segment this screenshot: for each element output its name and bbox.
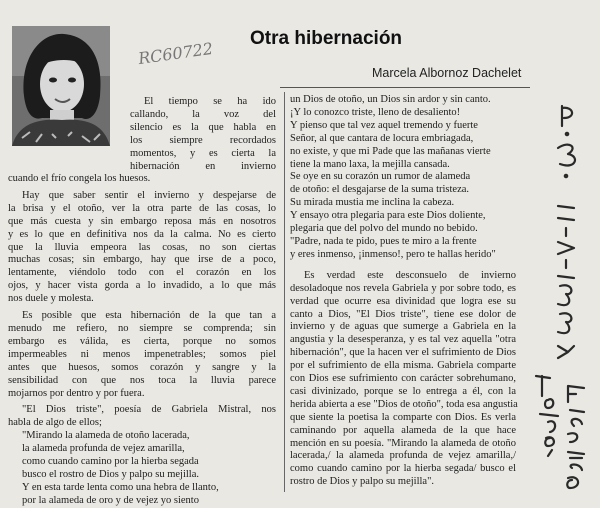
text-line: y es lo que en definitiva nos da la calma. No es cierto	[8, 228, 276, 240]
byline-rule	[280, 87, 530, 88]
poem-line: "Padre, nada te pido, pues te miro a la frente	[290, 235, 477, 247]
poem-line: "Mirando la alameda de otoño lacerada,	[22, 430, 190, 442]
handwritten-citation	[522, 96, 592, 496]
column-divider	[284, 92, 285, 492]
text-line: lacerada,/ la alameda profunda de vejez amarilla,/	[290, 450, 516, 462]
poem-line: Y ensayo otra plegaria para este Dios doliente,	[290, 210, 486, 222]
text-line: hibernación en invierno	[130, 160, 276, 172]
text-line: Es posible que esta hibernación de la que tan a	[22, 310, 276, 322]
intro-text	[130, 96, 276, 173]
text-line: verdad que ocurre esa divinidad que logra ese su	[290, 295, 516, 307]
author-photo	[12, 26, 110, 146]
text-line: con Dios ese sufrimiento con carácter sobrehumano,	[290, 373, 516, 385]
text-line: lentamente, viéndolo todo con el corazón en los	[8, 267, 276, 279]
text-line: angustia y la desesperanza, y es tal vez aquella "otra	[290, 334, 516, 346]
poem-line: como cuando camino por la hierba segada	[22, 456, 199, 468]
text-line: silencio es la que habla en	[130, 121, 276, 133]
poem-line: Se oye en su corazón un rumor de alameda	[290, 171, 471, 183]
text-line: que siente la poetisa la comparte con Dios. Es verla	[290, 411, 516, 423]
text-line: embargo es válida, es cierta, porque no somos	[8, 335, 276, 347]
text-line: nos duele y molesta.	[8, 293, 94, 305]
text-line: El tiempo se ha ido	[144, 96, 276, 107]
poem-line: plegaria que del polvo del mundo no bebido.	[290, 223, 478, 235]
poem-line: de otoño: el desgajarse de la suma tristeza.	[290, 184, 470, 196]
text-line: herida abierta a ese "Dios de otoño", toda esa angustia	[290, 398, 518, 410]
poem-line: por la alameda de oro y de vejez yo siento	[22, 494, 199, 506]
text-line: antes que huesos, somos corazón y sangre y la	[8, 361, 276, 373]
text-line: rostro de Dios y palpo su mejilla".	[290, 476, 434, 488]
poem-line: Y en esta tarde lenta como una hebra de llanto,	[22, 481, 219, 493]
poem-line: tiene la mano laxa, la mejilla cansada.	[290, 158, 450, 170]
text-line: los siempre recordados	[130, 134, 276, 146]
poem-line: la alameda profunda de vejez amarilla,	[22, 443, 185, 455]
text-line: caminando por aquella alameda de la que hace	[290, 424, 516, 436]
poem-line: un Dios de otoño, un Dios sin ardor y sin canto.	[290, 94, 491, 105]
poem-line: y eres inmenso, ¡inmenso!, pero te hallas herido"	[290, 248, 496, 260]
text-line: sensibilidad con que nos toca la lluvia parece	[8, 374, 276, 386]
text-line: mojarnos por dentro y por fuera.	[8, 387, 145, 399]
text-line: mención en su poesía. "Mirando la alameda de otoño	[290, 437, 516, 449]
text-line: hibernación", que la hacen ver el sufrimiento de Dios	[290, 347, 516, 359]
text-line: que la lluvia empeora las cosas, no son ciertas	[8, 241, 276, 253]
poem-line: Y pienso que tal vez aquel tremendo y fuerte	[290, 119, 478, 131]
text-line: "El Dios triste", poesía de Gabriela Mistral, nos	[22, 404, 276, 416]
text-line: cuando el frío congela los huesos.	[8, 173, 151, 184]
text-line: habla de algo de ellos;	[8, 417, 102, 429]
left-column	[8, 173, 276, 508]
text-line: muchas cosas; sin embargo, hay que irse de a poco,	[8, 254, 276, 266]
poem-line: Su mirada mustia me inclina la cabeza.	[290, 197, 455, 209]
text-line: impermeables ni menos impenetrables; somos piel	[8, 348, 276, 360]
text-line: ojos, y hacer vista gorda a lo invadido, a lo que más	[8, 280, 276, 292]
text-line: desoladoque nos revela Gabriela y por sobre todo, es	[290, 282, 516, 294]
archive-code: RC60722	[137, 38, 215, 69]
text-line: canto a Dios, "El Dios triste", tiene ese dolor de	[290, 308, 516, 320]
handwriting-strokes	[522, 96, 592, 496]
poem-line: Señor, al que cantara de locura embriagada,	[290, 132, 474, 144]
text-line: por el sufrimiento de ella misma. Gabriela comparte	[290, 360, 516, 372]
poem-line: no existe, y que mi Pade que las mañanas vierte	[290, 145, 491, 157]
author-name: Marcela Albornoz Dachelet	[372, 66, 522, 80]
article-title: Otra hibernación	[250, 28, 403, 49]
right-column	[290, 94, 516, 489]
text-line: menudo me refiero, no siempre se comprenda; sin	[8, 322, 276, 334]
text-line: Hay que saber sentir el invierno y despejarse de	[22, 189, 276, 201]
text-line: como cuando camino por la hierba segada/ busco el	[290, 463, 516, 475]
text-line: casi divinizado, porque se lo entrega a él, con la	[290, 385, 516, 397]
text-line: invierno y de aguas que sumerge a Gabriela en la	[290, 321, 516, 333]
text-line: momentos, y es cierta la	[130, 147, 276, 159]
text-line: Es verdad este desconsuelo de invierno	[304, 269, 516, 281]
text-line: que más cuesta y sin embargo reposa más en nosotros	[8, 215, 276, 227]
poem-line: ¡Y lo conozco triste, lleno de desaliento!	[290, 106, 461, 118]
text-line: la brisa y el otoño, ver la otra parte de las cosas, lo	[8, 202, 276, 214]
poem-line: busco el rostro de Dios y palpo su mejilla.	[22, 468, 200, 480]
author-portrait-image	[12, 26, 110, 146]
text-line: callando, la voz del	[130, 108, 276, 120]
